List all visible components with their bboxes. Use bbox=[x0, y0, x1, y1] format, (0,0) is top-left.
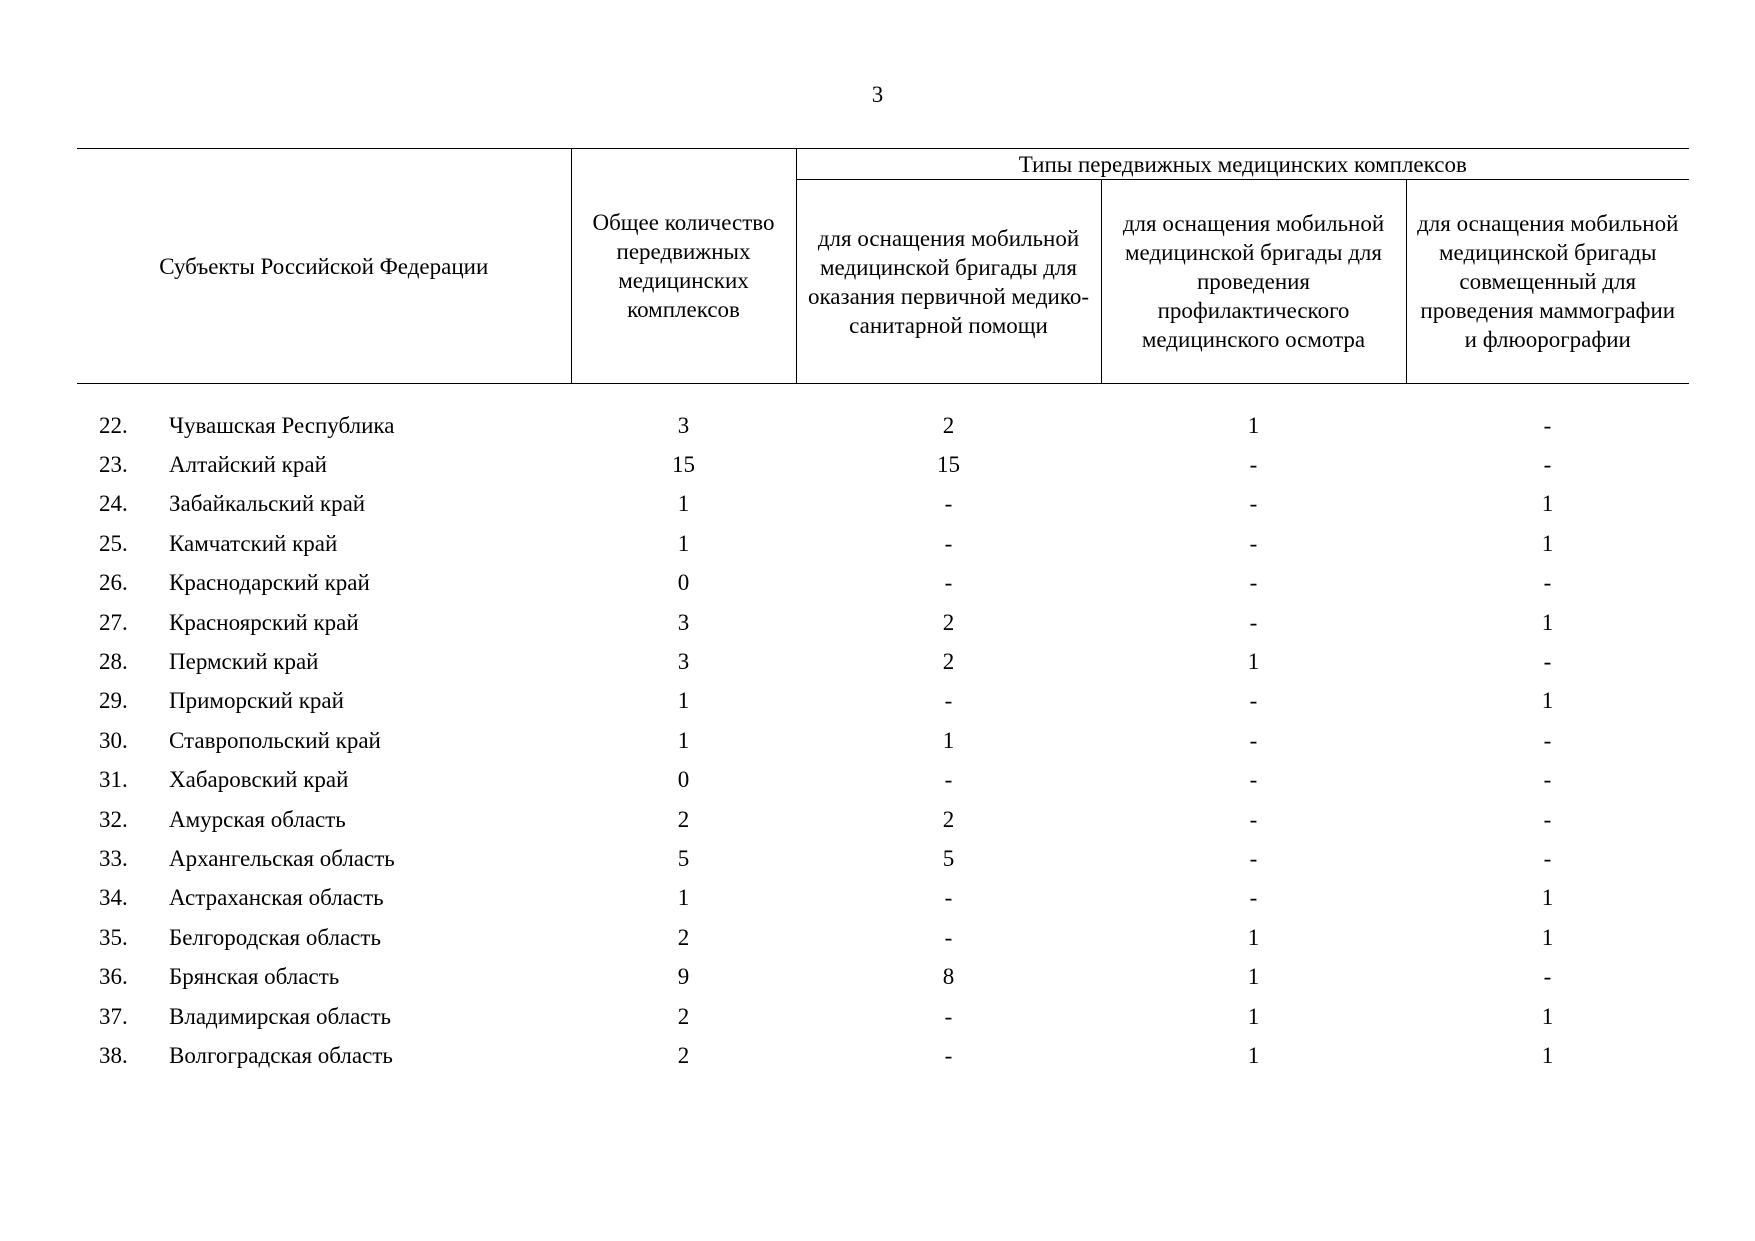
row-type-mammography-fluorography: 1 bbox=[1541, 609, 1554, 635]
table-row bbox=[77, 445, 1689, 484]
row-number: 35. bbox=[99, 924, 128, 950]
table-row bbox=[77, 800, 1689, 839]
row-type-primary-care: - bbox=[944, 491, 953, 517]
row-total: 0 bbox=[677, 767, 690, 793]
row-number: 23. bbox=[99, 452, 128, 478]
row-number: 28. bbox=[99, 649, 128, 675]
row-total: 1 bbox=[677, 530, 690, 556]
row-type-preventive-exam: 1 bbox=[1247, 412, 1260, 438]
row-type-preventive-exam: - bbox=[1249, 767, 1258, 793]
row-type-mammography-fluorography: 1 bbox=[1541, 924, 1554, 950]
row-number: 31. bbox=[99, 767, 128, 793]
row-type-preventive-exam: - bbox=[1249, 885, 1258, 911]
row-type-primary-care: 2 bbox=[942, 806, 955, 832]
row-type-mammography-fluorography: - bbox=[1543, 845, 1552, 871]
table-row bbox=[77, 997, 1689, 1036]
row-type-preventive-exam: 1 bbox=[1247, 1042, 1260, 1068]
row-type-preventive-exam: 1 bbox=[1247, 924, 1260, 950]
row-type-primary-care: - bbox=[944, 570, 953, 596]
row-type-primary-care: - bbox=[944, 688, 953, 714]
row-type-primary-care: 2 bbox=[942, 609, 955, 635]
row-type-preventive-exam: 1 bbox=[1247, 649, 1260, 675]
row-total: 0 bbox=[677, 570, 690, 596]
row-type-mammography-fluorography: - bbox=[1543, 452, 1552, 478]
row-type-preventive-exam: - bbox=[1249, 609, 1258, 635]
row-type-mammography-fluorography: 1 bbox=[1541, 491, 1554, 517]
table-row bbox=[77, 839, 1689, 878]
table-row bbox=[77, 406, 1689, 445]
row-total: 1 bbox=[677, 688, 690, 714]
row-type-preventive-exam: - bbox=[1249, 570, 1258, 596]
row-type-mammography-fluorography: - bbox=[1543, 412, 1552, 438]
row-type-mammography-fluorography: 1 bbox=[1541, 1042, 1554, 1068]
row-number: 36. bbox=[99, 964, 128, 990]
row-number: 34. bbox=[99, 885, 128, 911]
row-subject: Забайкальский край bbox=[169, 491, 366, 517]
row-subject: Краснодарский край bbox=[169, 570, 370, 596]
row-subject: Архангельская область bbox=[169, 845, 395, 871]
row-type-preventive-exam: - bbox=[1249, 688, 1258, 714]
row-subject: Алтайский край bbox=[169, 452, 327, 478]
row-type-primary-care: 2 bbox=[942, 412, 955, 438]
row-total: 2 bbox=[677, 1042, 690, 1068]
row-type-primary-care: - bbox=[944, 924, 953, 950]
row-number: 33. bbox=[99, 845, 128, 871]
row-type-primary-care: - bbox=[944, 1003, 953, 1029]
table-row bbox=[77, 603, 1689, 642]
row-type-preventive-exam: - bbox=[1249, 452, 1258, 478]
row-total: 2 bbox=[677, 1003, 690, 1029]
row-type-primary-care: - bbox=[944, 1042, 953, 1068]
row-type-primary-care: 5 bbox=[942, 845, 955, 871]
row-total: 1 bbox=[677, 491, 690, 517]
row-type-mammography-fluorography: - bbox=[1543, 649, 1552, 675]
page-number: 3 bbox=[871, 82, 884, 107]
row-number: 37. bbox=[99, 1003, 128, 1029]
table-row bbox=[77, 485, 1689, 524]
row-total: 3 bbox=[677, 609, 690, 635]
table-header bbox=[77, 148, 1689, 384]
row-number: 29. bbox=[99, 688, 128, 714]
row-total: 2 bbox=[677, 924, 690, 950]
row-type-mammography-fluorography: - bbox=[1543, 767, 1552, 793]
row-type-primary-care: - bbox=[944, 767, 953, 793]
row-type-preventive-exam: 1 bbox=[1247, 964, 1260, 990]
table-row bbox=[77, 642, 1689, 681]
row-type-preventive-exam: - bbox=[1249, 727, 1258, 753]
row-subject: Ставропольский край bbox=[169, 727, 381, 753]
row-type-mammography-fluorography: - bbox=[1543, 727, 1552, 753]
row-subject: Белгородская область bbox=[169, 924, 381, 950]
table-row bbox=[77, 761, 1689, 800]
row-number: 25. bbox=[99, 530, 128, 556]
table-row bbox=[77, 957, 1689, 996]
row-subject: Амурская область bbox=[169, 806, 346, 832]
row-subject: Волгоградская область bbox=[169, 1042, 393, 1068]
row-type-mammography-fluorography: 1 bbox=[1541, 530, 1554, 556]
row-type-mammography-fluorography: 1 bbox=[1541, 885, 1554, 911]
row-type-preventive-exam: - bbox=[1249, 845, 1258, 871]
row-subject: Камчатский край bbox=[169, 530, 338, 556]
header-type-primary-care: для оснащения мобильной медицинской бригады для оказания первичной медико-санитарной помощи bbox=[796, 180, 1101, 384]
row-type-preventive-exam: - bbox=[1249, 530, 1258, 556]
row-total: 1 bbox=[677, 727, 690, 753]
row-number: 30. bbox=[99, 727, 128, 753]
row-subject: Чувашская Республика bbox=[169, 412, 395, 438]
row-subject: Приморский край bbox=[169, 688, 344, 714]
row-subject: Владимирская область bbox=[169, 1003, 392, 1029]
row-subject: Брянская область bbox=[169, 964, 340, 990]
row-type-mammography-fluorography: - bbox=[1543, 964, 1552, 990]
table-row bbox=[77, 564, 1689, 603]
header-types-group: Типы передвижных медицинских комплексов bbox=[796, 149, 1689, 180]
row-type-primary-care: 2 bbox=[942, 649, 955, 675]
row-number: 26. bbox=[99, 570, 128, 596]
table-row bbox=[77, 721, 1689, 760]
row-type-preventive-exam: - bbox=[1249, 491, 1258, 517]
row-subject: Красноярский край bbox=[169, 609, 359, 635]
header-type-preventive-exam: для оснащения мобильной медицинской бригады для проведения профилактического медицинского осмотра bbox=[1101, 180, 1406, 384]
row-type-preventive-exam: 1 bbox=[1247, 1003, 1260, 1029]
table-row bbox=[77, 918, 1689, 957]
row-total: 3 bbox=[677, 649, 690, 675]
row-type-primary-care: - bbox=[944, 885, 953, 911]
row-number: 22. bbox=[99, 412, 128, 438]
row-type-primary-care: - bbox=[944, 530, 953, 556]
header-subject: Субъекты Российской Федерации bbox=[77, 149, 571, 384]
table-row bbox=[77, 879, 1689, 918]
row-type-primary-care: 15 bbox=[937, 452, 960, 478]
row-total: 9 bbox=[677, 964, 690, 990]
row-type-primary-care: 1 bbox=[942, 727, 955, 753]
row-total: 5 bbox=[677, 845, 690, 871]
table-row bbox=[77, 524, 1689, 563]
row-subject: Астраханская область bbox=[169, 885, 384, 911]
row-type-preventive-exam: - bbox=[1249, 806, 1258, 832]
row-total: 2 bbox=[677, 806, 690, 832]
row-type-primary-care: 8 bbox=[942, 964, 955, 990]
table-row bbox=[77, 1036, 1689, 1075]
row-number: 27. bbox=[99, 609, 128, 635]
row-number: 24. bbox=[99, 491, 128, 517]
row-subject: Пермский край bbox=[169, 649, 319, 675]
table-row bbox=[77, 682, 1689, 721]
header-type-mammography-fluorography: для оснащения мобильной медицинской бригады совмещенный для проведения маммографии и флюорографии bbox=[1406, 180, 1689, 384]
row-number: 32. bbox=[99, 806, 128, 832]
row-type-mammography-fluorography: - bbox=[1543, 570, 1552, 596]
header-total: Общее количество передвижных медицинских комплексов bbox=[571, 149, 796, 384]
table-body bbox=[77, 406, 1689, 1076]
row-type-mammography-fluorography: 1 bbox=[1541, 1003, 1554, 1029]
row-number: 38. bbox=[99, 1042, 128, 1068]
row-total: 3 bbox=[677, 412, 690, 438]
row-total: 1 bbox=[677, 885, 690, 911]
row-type-mammography-fluorography: 1 bbox=[1541, 688, 1554, 714]
row-subject: Хабаровский край bbox=[169, 767, 349, 793]
row-total: 15 bbox=[672, 452, 695, 478]
row-type-mammography-fluorography: - bbox=[1543, 806, 1552, 832]
